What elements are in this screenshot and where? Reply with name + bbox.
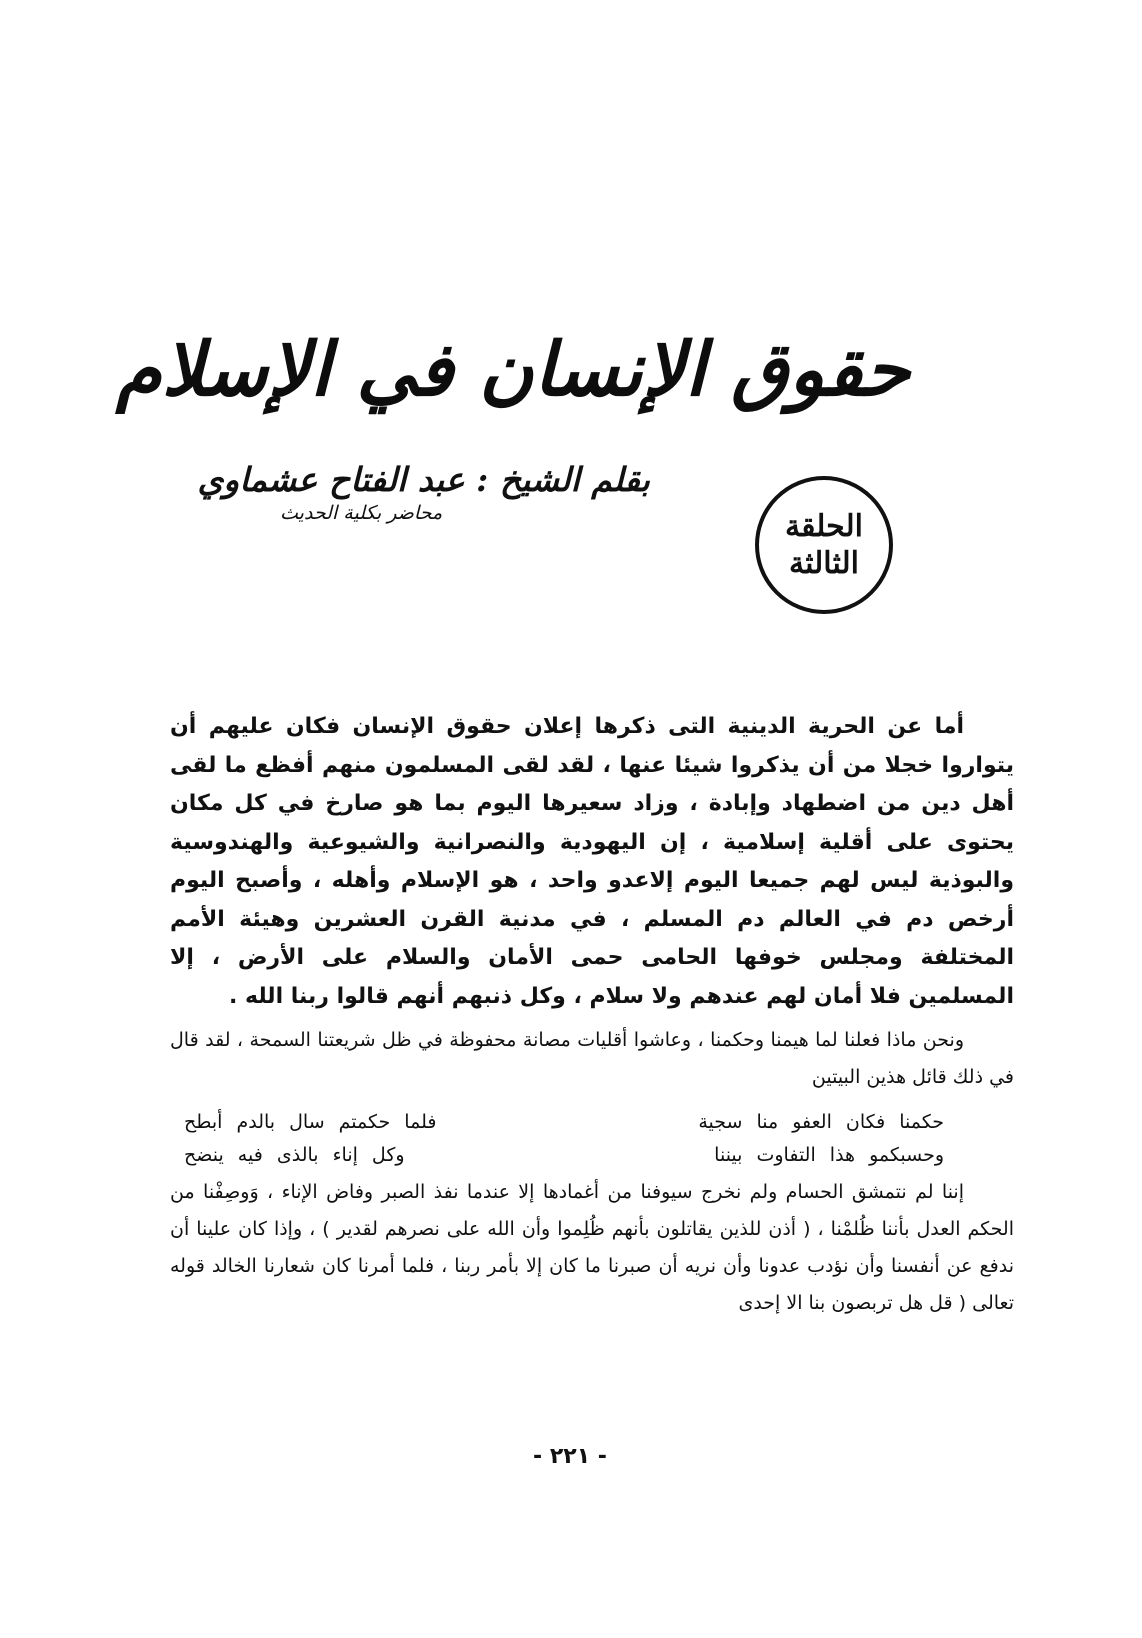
paragraph-3: إننا لم نتمشق الحسام ولم نخرج سيوفنا من أغمادها إلا عندما نفذ الصبر وفاض الإناء ، وَوصِفْنا من الحكم العدل بأننا ظُلمْنا ، ( أذن للذين يقاتلون بأنهم ظُلِموا وأن الله على نصرهم لقدير ) ، وإذا كان علينا أن ندفع عن أنفسنا وأن نؤدب عدونا وأن نريه أن صبرنا ما كان إلا بأمر ربنا ، فلما أمرنا كان شعارنا الخالد قوله تعالى ( قل هل تربصون بنا الا إحدى <box>170 1181 1014 1314</box>
paragraph-2: ونحن ماذا فعلنا لما هيمنا وحكمنا ، وعاشوا أقليات مصانة محفوظة في ظل شريعتنا السمحة ، لقد قال في ذلك قائل هذين البيتين <box>170 1029 1014 1088</box>
episode-badge <box>755 476 893 614</box>
verse-hemistich-first: حكمنا فكان العفو منا سجية <box>698 1111 944 1133</box>
bold-paragraph: أما عن الحرية الدينية التى ذكرها إعلان حقوق الإنسان فكان عليهم أن يتواروا خجلا من أن يذكروا شيئا عنها ، لقد لقى المسلمون منهم أفظع ما لقى أهل دين من اضطهاد وإبادة ، وزاد سعيرها اليوم بما هو صارخ في كل مكان يحتوى على أقلية إسلامية ، إن اليهودية والنصرانية والشيوعية والهندوسية والبوذية ليس لهم جميعا اليوم إلاعدو واحد ، هو الإسلام وأهله ، وأصبح اليوم أرخص دم في العالم دم المسلم ، في مدنية القرن العشرين وهيئة الأمم المختلفة ومجلس خوفها الحامى حمى الأمان والسلام على الأرض ، إلا المسلمين فلا أمان لهم عندهم ولا سلام ، وكل ذنبهم أنهم قالوا ربنا الله . <box>170 714 1014 1009</box>
byline <box>197 460 650 524</box>
page-number: - ٢٢١ - <box>533 1444 607 1469</box>
badge-line-2: الثالثة <box>789 546 859 581</box>
verse-line <box>184 1106 944 1139</box>
article-body <box>170 708 1014 1322</box>
poem-verses <box>170 1106 1014 1172</box>
verse-hemistich-second: فلما حكمتم سال بالدم أبطح <box>184 1111 437 1133</box>
badge-line-1: الحلقة <box>784 508 864 544</box>
article-title: حقوق الإنسان في الإسلام <box>115 327 910 413</box>
verse-line <box>184 1139 944 1172</box>
verse-hemistich-first: وحسبكمو هذا التفاوت بيننا <box>714 1144 944 1166</box>
author-name: بقلم الشيخ : عبد الفتاح عشماوي <box>197 460 650 499</box>
verse-hemistich-second: وكل إناء بالذى فيه ينضح <box>184 1144 405 1166</box>
author-affiliation: محاضر بكلية الحديث <box>280 501 443 524</box>
